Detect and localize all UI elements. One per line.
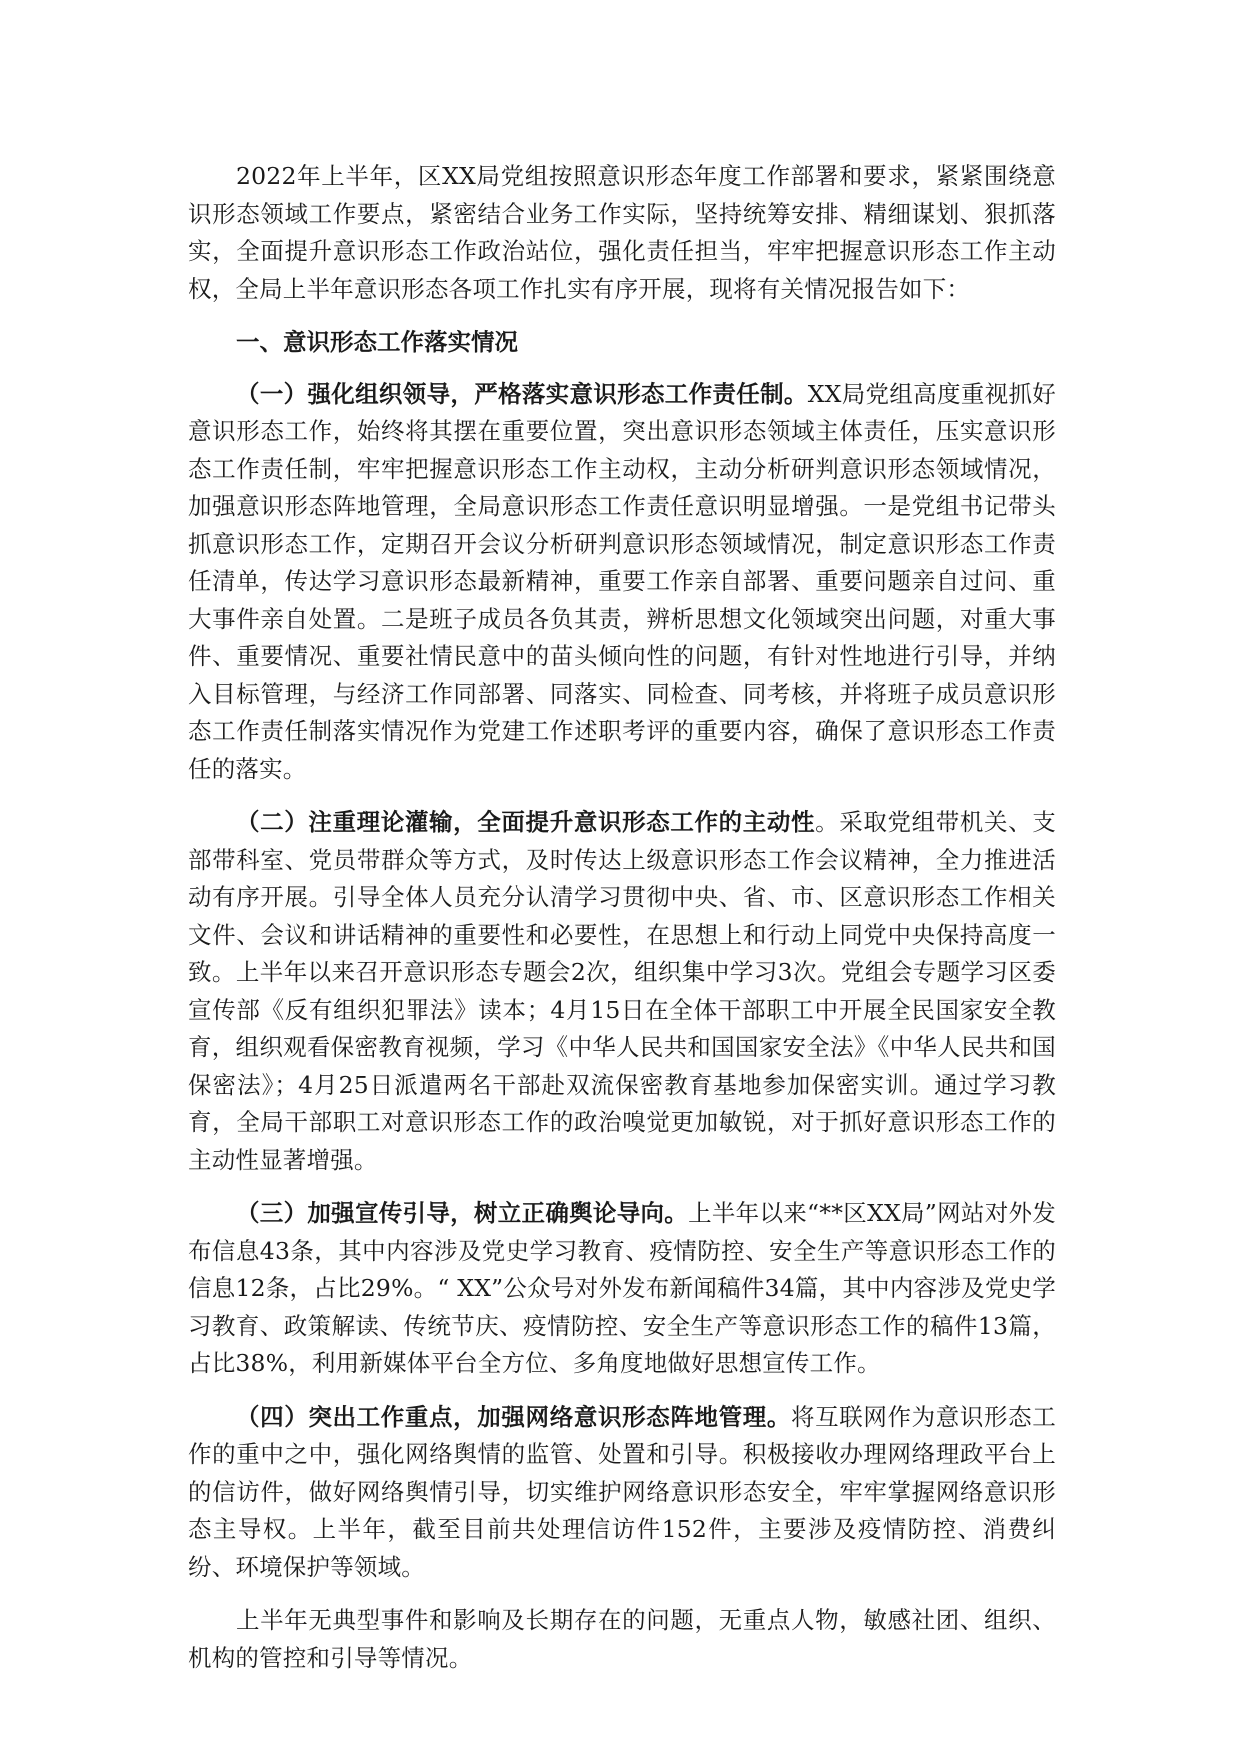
item-3-body: 上半年以来“**区XX局”网站对外发布信息43条，其中内容涉及党史学习教育、疫情防控、安全生产等意识形态工作的信息12条，占比29%。“ XX”公众号对外发布新闻稿件34篇，其中内容涉及党史学习教育、政策解读、传统节庆、疫情防控、安全生产等意识形态工作的稿件13篇，占比38%，利用新媒体平台全方位、多角度地做好思想宣传工作。 xyxy=(188,1199,1056,1377)
item-1-paragraph xyxy=(188,376,1056,789)
section-heading: 一、意识形态工作落实情况 xyxy=(236,328,518,356)
closing-paragraph: 上半年无典型事件和影响及长期存在的问题，无重点人物，敏感社团、组织、机构的管控和引导等情况。 xyxy=(188,1606,1056,1672)
item-4-lead: （四）突出工作重点，加强网络意识形态阵地管理。 xyxy=(236,1402,791,1431)
document-page xyxy=(188,158,1056,1693)
item-1-body: XX局党组高度重视抓好意识形态工作，始终将其摆在重要位置，突出意识形态领域主体责任，压实意识形态工作责任制，牢牢把握意识形态工作主动权，主动分析研判意识形态领域情况，加强意识形态阵地管理，全局意识形态工作责任意识明显增强。一是党组书记带头抓意识形态工作，定期召开会议分析研判意识形态领域情况，制定意识形态工作责任清单，传达学习意识形态最新精神，重要工作亲自部署、重要问题亲自过问、重大事件亲自处置。二是班子成员各负其责，辨析思想文化领域突出问题，对重大事件、重要情况、重要社情民意中的苗头倾向性的问题，有针对性地进行引导，并纳入目标管理，与经济工作同部署、同落实、同检查、同考核，并将班子成员意识形态工作责任制落实情况作为党建工作述职考评的重要内容，确保了意识形态工作责任的落实。 xyxy=(188,379,1056,783)
item-2-lead: （二）注重理论灌输，全面提升意识形态工作的主动性 xyxy=(236,808,816,836)
item-2-body: 。采取党组带机关、支部带科室、党员带群众等方式，及时传达上级意识形态工作会议精神，全力推进活动有序开展。引导全体人员充分认清学习贯彻中央、省、市、区意识形态工作相关文件、会议和讲话精神的重要性和必要性，在思想上和行动上同党中央保持高度一致。上半年以来召开意识形态专题会2次，组织集中学习3次。党组会专题学习区委宣传部《反有组织犯罪法》读本；4月15日在全体干部职工中开展全民国家安全教育，组织观看保密教育视频，学习《中华人民共和国国家安全法》《中华人民共和国保密法》；4月25日派遣两名干部赴双流保密教育基地参加保密实训。通过学习教育，全局干部职工对意识形态工作的政治嗅觉更加敏锐，对于抓好意识形态工作的主动性显著增强。 xyxy=(188,808,1056,1174)
item-4-body: 将互联网作为意识形态工作的重中之中，强化网络舆情的监管、处置和引导。积极接收办理网络理政平台上的信访件，做好网络舆情引导，切实维护网络意识形态安全，牢牢掌握网络意识形态主导权。上半年，截至目前共处理信访件152件，主要涉及疫情防控、消费纠纷、环境保护等领域。 xyxy=(188,1402,1056,1581)
item-3-paragraph xyxy=(188,1195,1056,1383)
item-2-paragraph xyxy=(188,804,1056,1179)
intro-paragraph: 2022年上半年，区XX局党组按照意识形态年度工作部署和要求，紧紧围绕意识形态领域工作要点，紧密结合业务工作实际，坚持统筹安排、精细谋划、狠抓落实，全面提升意识形态工作政治站位，强化责任担当，牢牢把握意识形态工作主动权，全局上半年意识形态各项工作扎实有序开展，现将有关情况报告如下： xyxy=(188,162,1056,303)
item-3-lead: （三）加强宣传引导，树立正确舆论导向。 xyxy=(236,1199,689,1227)
item-1-lead: （一）强化组织领导，严格落实意识形态工作责任制。 xyxy=(236,379,808,408)
item-4-paragraph xyxy=(188,1399,1056,1587)
